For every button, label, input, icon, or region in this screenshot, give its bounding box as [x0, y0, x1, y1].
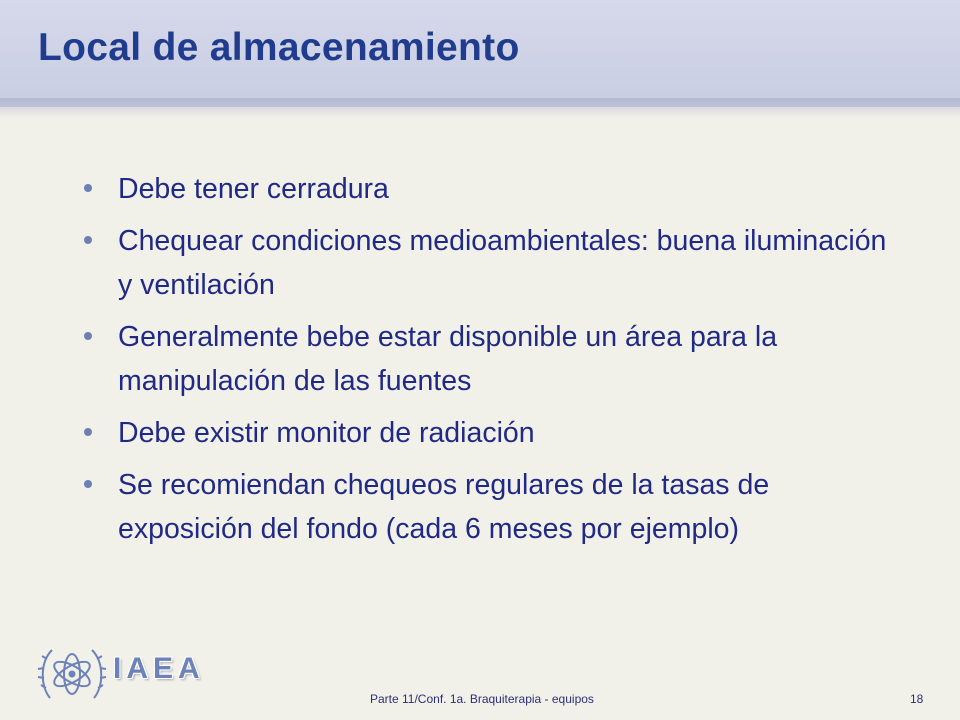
footer-caption: Parte 11/Conf. 1a. Braquiterapia - equipos — [370, 692, 594, 706]
bullet-item — [80, 463, 900, 551]
bullet-text: Debe existir monitor de radiación — [118, 417, 535, 449]
bullet-dot-icon — [84, 480, 92, 488]
bullet-text: Generalmente bebe estar disponible un área para la manipulación de las fuentes — [118, 321, 778, 397]
page-number: 18 — [910, 692, 924, 706]
bullet-dot-icon — [84, 236, 92, 244]
slide-title: Local de almacenamiento — [38, 26, 520, 69]
bullet-list — [80, 167, 900, 559]
title-band-shadow — [0, 98, 960, 118]
un-emblem-icon — [36, 638, 108, 710]
bullet-item — [80, 315, 900, 403]
bullet-text: Se recomiendan chequeos regulares de la tasas de exposición del fondo (cada 6 meses por ejemplo) — [118, 469, 770, 545]
bullet-dot-icon — [84, 332, 92, 340]
bullet-dot-icon — [84, 184, 92, 192]
bullet-item — [80, 167, 900, 211]
iaea-logo-text: IAEA — [113, 652, 205, 685]
bullet-text: Chequear condiciones medioambientales: buena iluminación y ventilación — [118, 225, 887, 301]
bullet-item — [80, 219, 900, 307]
bullet-dot-icon — [84, 428, 92, 436]
bullet-item — [80, 411, 900, 455]
bullet-text: Debe tener cerradura — [118, 173, 389, 205]
